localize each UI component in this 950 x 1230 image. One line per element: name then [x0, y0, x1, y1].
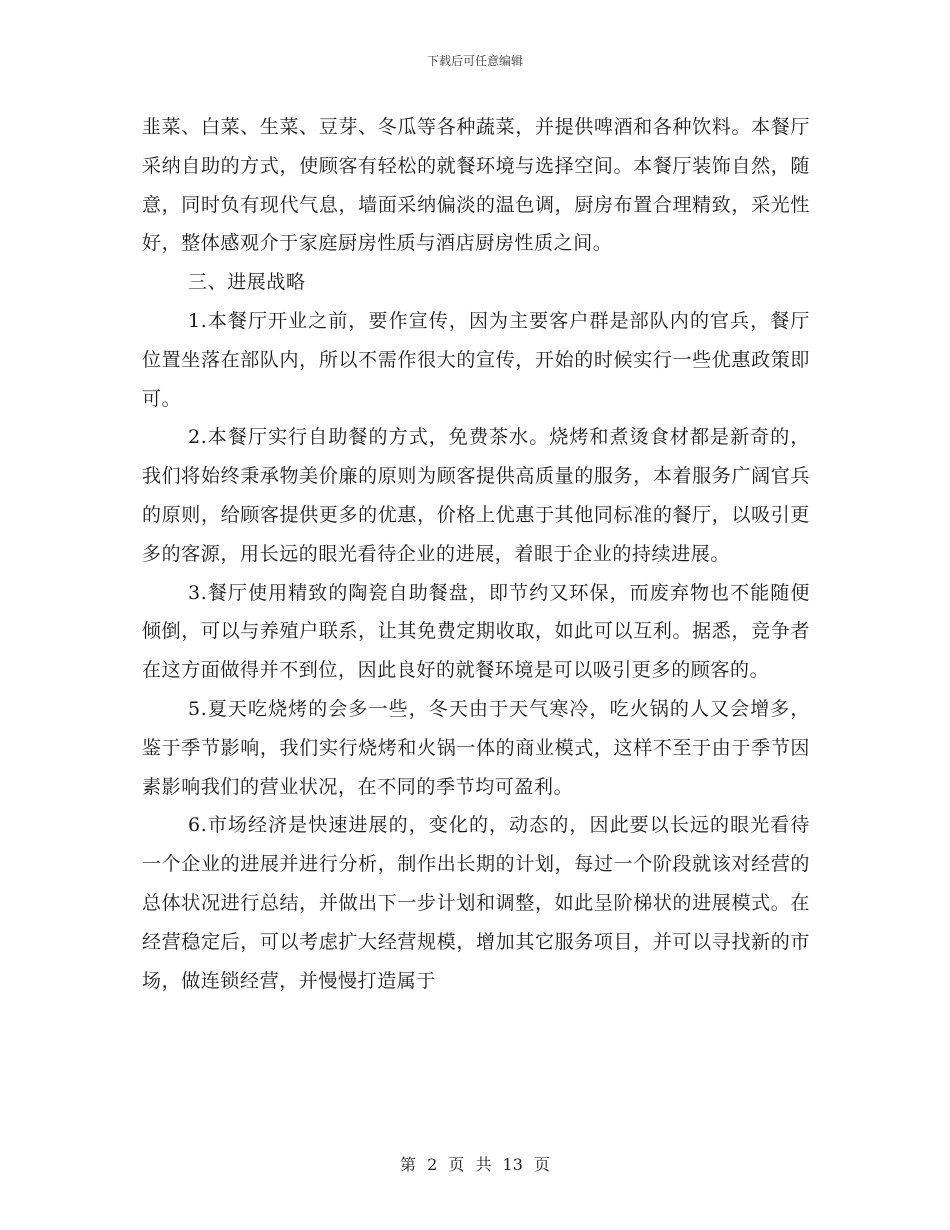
page-header: 下载后可任意编辑: [426, 54, 523, 68]
page-number-footer: 第 2 页 共 13 页: [400, 1155, 550, 1174]
paragraph-item-6: 6.市场经济是快速进展的，变化的，动态的，因此要以长远的眼光看待一个企业的进展并进行分析，制作出长期的计划，每过一个阶段就该对经营的总体状况进行总结，并做出下一步计划和调整，如此呈阶梯状的进展模式。在经营稳定后，可以考虑扩大经营规模，增加其它服务项目，并可以寻找新的市场，做连锁经营，并慢慢打造属于: [142, 814, 810, 992]
paragraph-item-5: 5.夏天吃烧烤的会多一些，冬天由于天气寒冷，吃火锅的人又会增多，鉴于季节影响，我们实行烧烤和火锅一体的商业模式，这样不至于由于季节因素影响我们的营业状况，在不同的季节均可盈利。: [142, 697, 810, 798]
paragraph-item-3: 3.餐厅使用精致的陶瓷自助餐盘，即节约又环保，而废弃物也不能随便倾倒，可以与养殖户联系，让其免费定期收取，如此可以互利。据悉，竞争者在这方面做得并不到位，因此良好的就餐环境是可以吸引更多的顾客的。: [142, 581, 810, 682]
section-heading: 三、进展战略: [188, 271, 306, 294]
paragraph-item-2: 2.本餐厅实行自助餐的方式，免费茶水。烧烤和煮烫食材都是新奇的，我们将始终秉承物美价廉的原则为顾客提供高质量的服务，本着服务广阔官兵的原则，给顾客提供更多的优惠，价格上优惠于其他同标准的餐厅，以吸引更多的客源，用长远的眼光看待企业的进展，着眼于企业的持续进展。: [142, 426, 810, 565]
document-body: [142, 108, 810, 1000]
paragraph-item-1: 1.本餐厅开业之前，要作宣传，因为主要客户群是部队内的官兵，餐厅位置坐落在部队内，所以不需作很大的宣传，开始的时候实行一些优惠政策即可。: [142, 309, 810, 410]
paragraph-1: 韭菜、白菜、生菜、豆芽、冬瓜等各种蔬菜，并提供啤酒和各种饮料。本餐厅采纳自助的方式，使顾客有轻松的就餐环境与选择空间。本餐厅装饰自然，随意，同时负有现代气息，墙面采纳偏淡的温色调，厨房布置合理精致，采光性好，整体感观介于家庭厨房性质与酒店厨房性质之间。: [142, 116, 810, 255]
